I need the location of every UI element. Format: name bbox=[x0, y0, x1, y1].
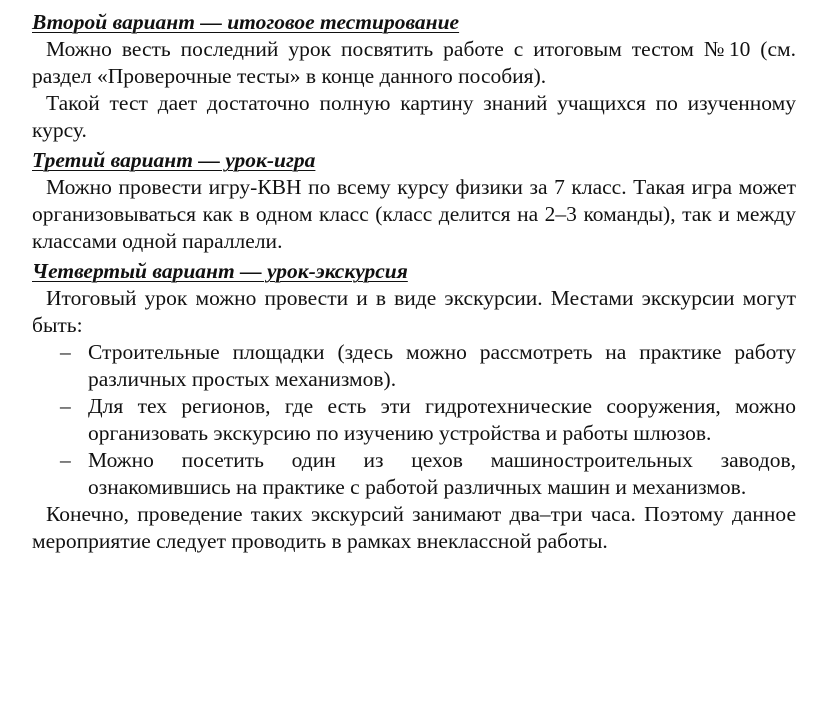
paragraph-game-1: Можно провести игру-КВН по всему курсу физики за 7 класс. Такая игра может организовываться как в одном класс (класс делится на 2–3 команды), так и между классами одной параллели. bbox=[32, 175, 796, 253]
list-item-text: Строительные площадки (здесь можно рассмотреть на практике работу различных простых механизмов). bbox=[88, 340, 796, 391]
paragraph-conclusion: Конечно, проведение таких экскурсий занимают два–три часа. Поэтому данное мероприятие следует проводить в рамках внеклассной работы. bbox=[32, 502, 796, 553]
paragraph-final-test-1: Можно весть последний урок посвятить работе с итоговым тестом №10 (см. раздел «Проверочные тесты» в конце данного пособия). bbox=[32, 37, 796, 88]
paragraph-excursion-intro: Итоговый урок можно провести и в виде экскурсии. Местами экскурсии могут быть: bbox=[32, 286, 796, 337]
list-item-text: Можно посетить один из цехов машиностроительных заводов, ознакомившись на практике с работой различных машин и механизмов. bbox=[88, 448, 796, 499]
list-dash: – bbox=[60, 394, 71, 418]
list-item-text: Для тех регионов, где есть эти гидротехнические сооружения, можно организовать экскурсию по изучению устройства и работы шлюзов. bbox=[88, 394, 796, 445]
section-heading-game: Третий вариант — урок-игра bbox=[32, 148, 316, 172]
paragraph-final-test-2: Такой тест дает достаточно полную картину знаний учащихся по изученному курсу. bbox=[32, 91, 796, 142]
section-heading-excursion: Четвертый вариант — урок-экскурсия bbox=[32, 259, 408, 283]
list-dash: – bbox=[60, 340, 71, 364]
list-item bbox=[60, 339, 796, 393]
list-dash: – bbox=[60, 448, 71, 472]
excursion-places-list bbox=[32, 339, 796, 501]
list-item bbox=[60, 393, 796, 447]
list-item bbox=[60, 447, 796, 501]
section-heading-final-test: Второй вариант — итоговое тестирование bbox=[32, 10, 460, 34]
